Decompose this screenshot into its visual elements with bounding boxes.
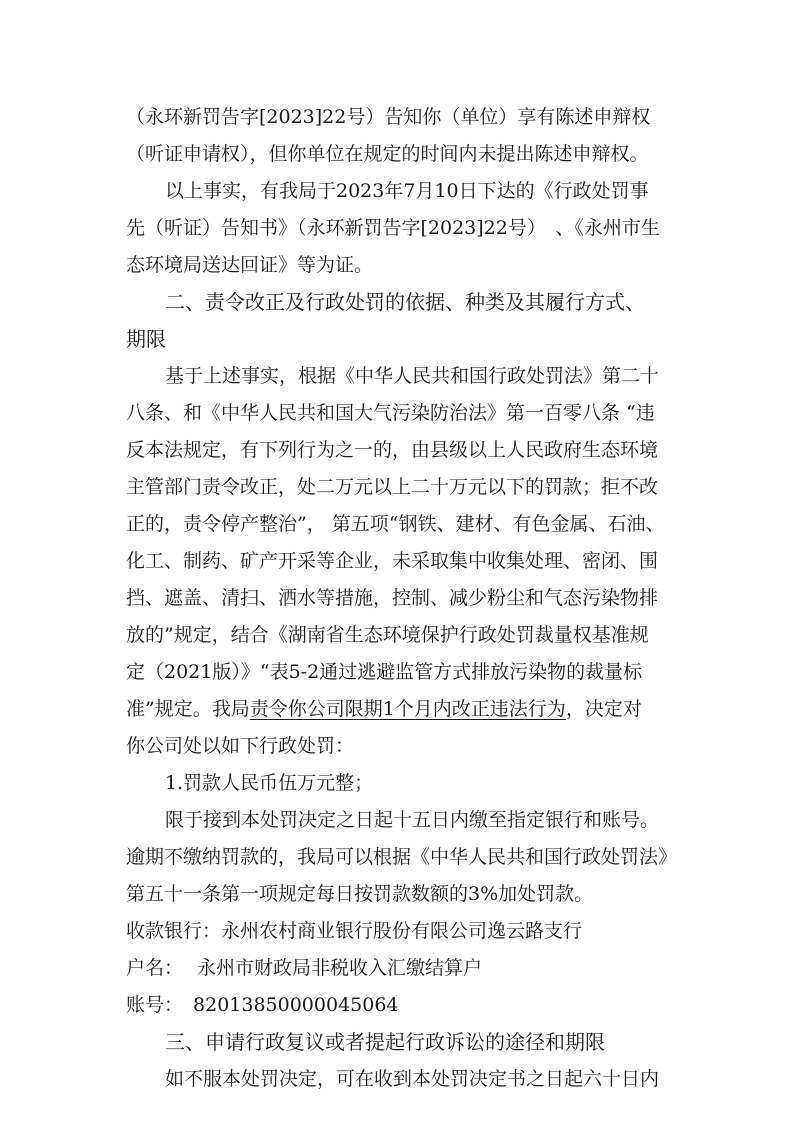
bank-label: 收款银行： [126, 920, 222, 942]
section-2-heading-cont: 期限 [126, 327, 166, 351]
facts-line-3: 态环境局送达回证》等为证。 [126, 254, 374, 276]
section-3-line-1: 如不服本处罚决定，可在收到本处罚决定书之日起六十日内 [165, 1068, 660, 1090]
basis-line-8: 放的”规定，结合《湖南省生态环境保护行政处罚裁量权基准规 [126, 624, 649, 646]
basis-line-5: 正的，责令停产整治”， 第五项“钢铁、建材、有色金属、石油、 [126, 513, 665, 535]
account-name-value: 永州市财政局非税收入汇缴结算户 [197, 957, 483, 979]
basis-line-10 [126, 694, 642, 724]
penalty-item-1: 1.罚款人民币伍万元整； [165, 772, 374, 794]
basis-line-3: 反本法规定，有下列行为之一的，由县级以上人民政府生态环境 [126, 439, 659, 461]
account-number-value: 82013850000045064 [193, 994, 399, 1016]
basis-line-2: 八条、和《中华人民共和国大气污染防治法》第一百零八条 “违 [126, 402, 655, 424]
payment-deadline-line-1: 限于接到本处罚决定之日起十五日内缴至指定银行和账号。 [165, 809, 660, 831]
prior-notice-line-1: （永环新罚告字[2023]22号）告知你（单位）享有陈述申辩权 [126, 106, 651, 128]
account-number-label: 账号： [126, 994, 184, 1016]
prior-notice-line-2: （听证申请权），但你单位在规定的时间内未提出陈述申辩权。 [126, 143, 649, 165]
basis-line-4: 主管部门责令改正，处二万元以上二十万元以下的罚款；拒不改 [126, 476, 659, 498]
account-name-label: 户名： [126, 957, 184, 979]
facts-line-1: 以上事实，有我局于2023年7月10日下达的《行政处罚事 [165, 180, 649, 202]
basis-line-10-end: ，决定对 [565, 698, 642, 720]
payment-deadline-line-2: 逾期不缴纳罚款的，我局可以根据《中华人民共和国行政处罚法》 [126, 846, 678, 868]
basis-line-11: 你公司处以如下行政处罚： [126, 735, 355, 757]
account-name-line [126, 953, 482, 983]
bank-line [126, 916, 582, 946]
section-2-heading: 二、责令改正及行政处罚的依据、种类及其履行方式、 [165, 290, 645, 314]
basis-line-1: 基于上述事实，根据《中华人民共和国行政处罚法》第二十 [165, 365, 660, 387]
bank-value: 永州农村商业银行股份有限公司逸云路支行 [221, 920, 583, 942]
account-number-line [126, 990, 399, 1020]
section-3-heading: 三、申请行政复议或者提起行政诉讼的途径和期限 [165, 1030, 605, 1054]
basis-line-6: 化工、制药、矿产开采等企业，未采取集中收集处理、密闭、围 [126, 550, 659, 572]
basis-line-9: 定（2021版）》“表5-2通过逃避监管方式排放污染物的裁量标 [126, 661, 643, 683]
basis-line-10-start: 准”规定。我局 [126, 698, 250, 720]
payment-deadline-line-3: 第五十一条第一项规定每日按罚款数额的3%加处罚款。 [126, 883, 594, 905]
correction-order-underlined: 责令你公司限期1个月内改正违法行为 [249, 698, 566, 720]
facts-line-2: 先（听证）告知书》（永环新罚告字[2023]22号） 、《永州市生 [126, 217, 660, 239]
basis-line-7: 挡、遮盖、清扫、洒水等措施，控制、减少粉尘和气态污染物排 [126, 587, 659, 609]
